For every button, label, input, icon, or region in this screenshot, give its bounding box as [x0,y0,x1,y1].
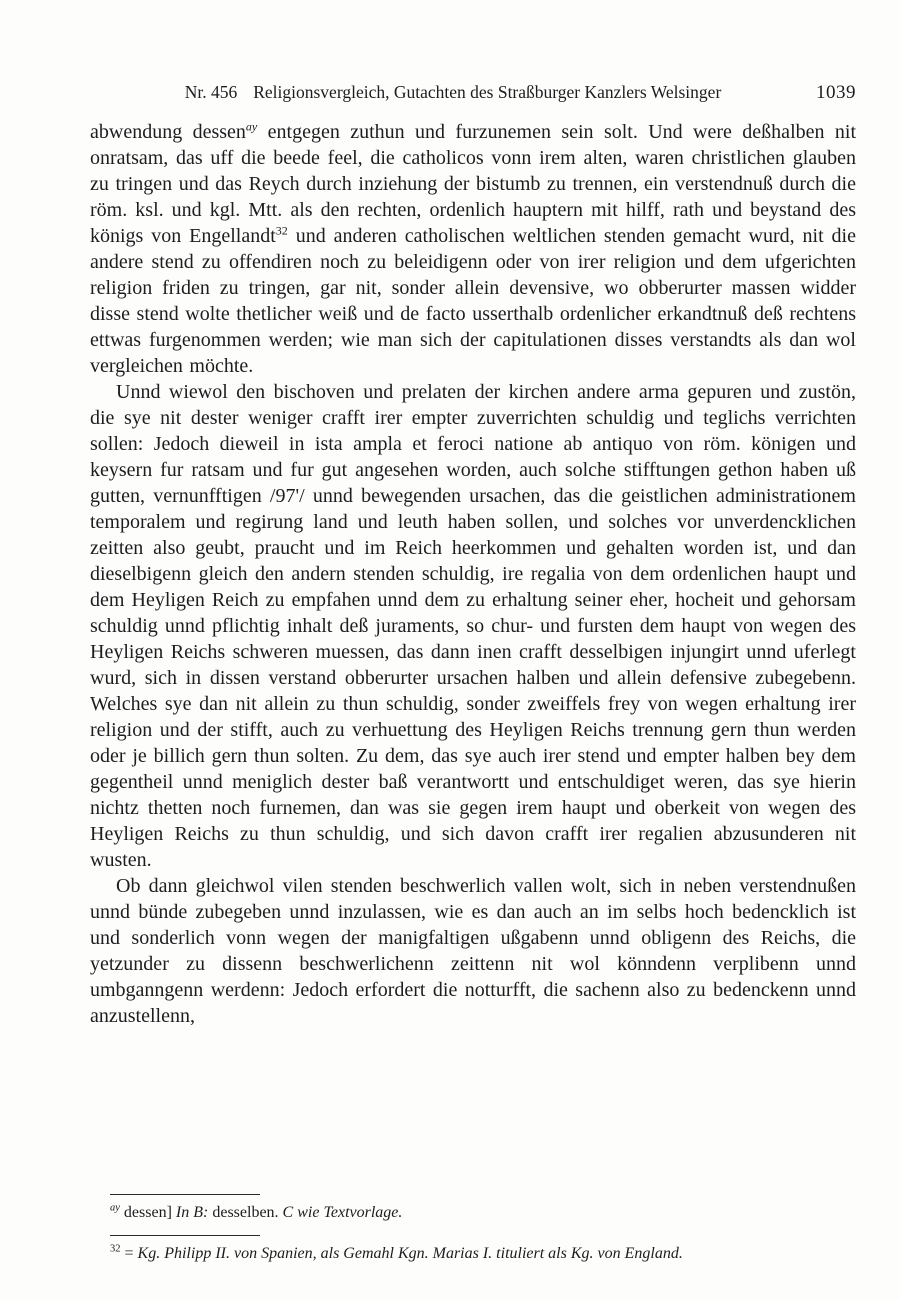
paragraph-1-text: entgegen zuthun und furzunemen sein solt. Und were deßhalben nit onratsam, das uff die beede feel, die catholicos vonn irem alten, waren christlichen glauben zu tringen und das Reych durch inziehung der bistumb zu trennen, ein verstendnuß durch die röm. ksl. und kgl. Mtt. als den rechten, ordenlich hauptern mit hilff, rath und beystand des königs von Engellandt [90,121,856,247]
footnote-ay-note: C wie Textvorlage. [282,1204,403,1221]
footnote-separator [110,1194,260,1195]
footnote-ay-marker: ay [110,1202,120,1214]
footnote-32-eq: = [120,1245,138,1262]
footnote-ay-source: In B: [175,1204,209,1221]
footnote-ay-reading: desselben. [208,1204,283,1221]
footnote-32-text: Kg. Philipp II. von Spanien, als Gemahl Kgn. Marias I. tituliert als Kg. von England. [137,1245,683,1262]
paragraph-1-text: abwendung dessen [90,121,246,143]
running-title-text: Religionsvergleich, Gutachten des Straßburger Kanzlers Welsinger [253,82,722,102]
footnote-32-marker: 32 [110,1243,121,1255]
footnotes-section [90,1186,856,1276]
document-number: Nr. 456 [184,82,238,102]
footnote-ref-ay: ay [245,119,258,134]
footnote-separator-2 [110,1235,260,1236]
footnote-ay [110,1203,856,1223]
page-number: 1039 [816,82,856,103]
page-header [90,82,856,104]
footnote-ref-32: 32 [275,223,288,238]
paragraph-1 [90,119,856,379]
paragraph-3: Ob dann gleichwol vilen stenden beschwerlich vallen wolt, sich in neben verstendnußen unnd bünde zubegeben unnd inzulassen, wie es dan auch an im selbs hoch bedencklich ist und sonderlich vonn wegen der manigfaltigen ußgabenn unnd obligenn des Reichs, die yetzunder zu dissenn beschwerlichenn zeittenn nit wol könndenn verplibenn unnd umbganngenn werdenn: Jedoch erfordert die notturfft, die sachenn also zu bedenckenn unnd anzustellenn, [90,875,856,1027]
paragraph-2: Unnd wiewol den bischoven und prelaten der kirchen andere arma gepuren und zustön, die sye nit dester weniger crafft irer empter zuverrichten schuldig und teglichs verrichten sollen: Jedoch dieweil in ista ampla et feroci natione ab antiquo von röm. königen und keysern fur ratsam und fur gut angesehen worden, auch solche stifftungen gethon haben uß gutten, vernunfftigen /97'/ unnd bewegenden ursachen, das die geistlichen administrationem temporalem und regirung land und leuth haben sollen, und solches vor unverdencklichen zeitten also geubt, praucht und im Reich heerkommen und gehalten worden ist, und dan dieselbigenn gleich den andern stenden schuldig, ire regalia von dem ordenlichen haupt und dem Heyligen Reich zu empfahen unnd dem zu erhaltung seiner eher, hocheit und gehorsam schuldig unnd pflichtig inhalt deß juraments, so chur- und fursten dem haupt von wegen des Heyligen Reichs schweren muessen, das dann inen crafft desselbigen injungirt unnd uferlegt wurd, sich in dissen verstand obberurter ursachen halben und allein defensive zubegebenn. Welches sye dan nit allein zu thun schuldig, sonder zweiffels frey von wegen erhaltung irer religion und der stifft, auch zu verhuettung des Heyligen Reichs trennung gern thun werden oder je billich gern thun solten. Zu dem, das sye auch irer stend und empter halben bey dem gegentheil unnd meniglich dester baß verantwortt und entschuldiget weren, das sye hierin nichtz thetten noch furnemen, dan was sie gegen irem haupt und oberkeit von wegen des Heyligen Reichs zu thun schuldig, und sich davon crafft irer regalien abzusunderen nit wusten. [90,381,856,871]
paragraph-1-text: und anderen catholischen weltlichen stenden gemacht wurd, nit die andere stend zu offendiren noch zu beleidigenn oder von irer religion und dem ufgerichten religion friden zu tringen, gar nit, sonder allein devensive, wo obberurter massen widder disse stend wolte thetlicher weiß und de facto usserthalb ordenlicher erkandtnuß deß rechtens ettwas furgenommen werden; wie man sich der capitulationen disses verstandts als dan wol vergleichen möchte. [90,225,856,377]
footnote-32 [110,1244,856,1264]
footnote-ay-lemma: dessen] [119,1204,176,1221]
document-body [90,119,856,1029]
running-title [90,82,816,103]
